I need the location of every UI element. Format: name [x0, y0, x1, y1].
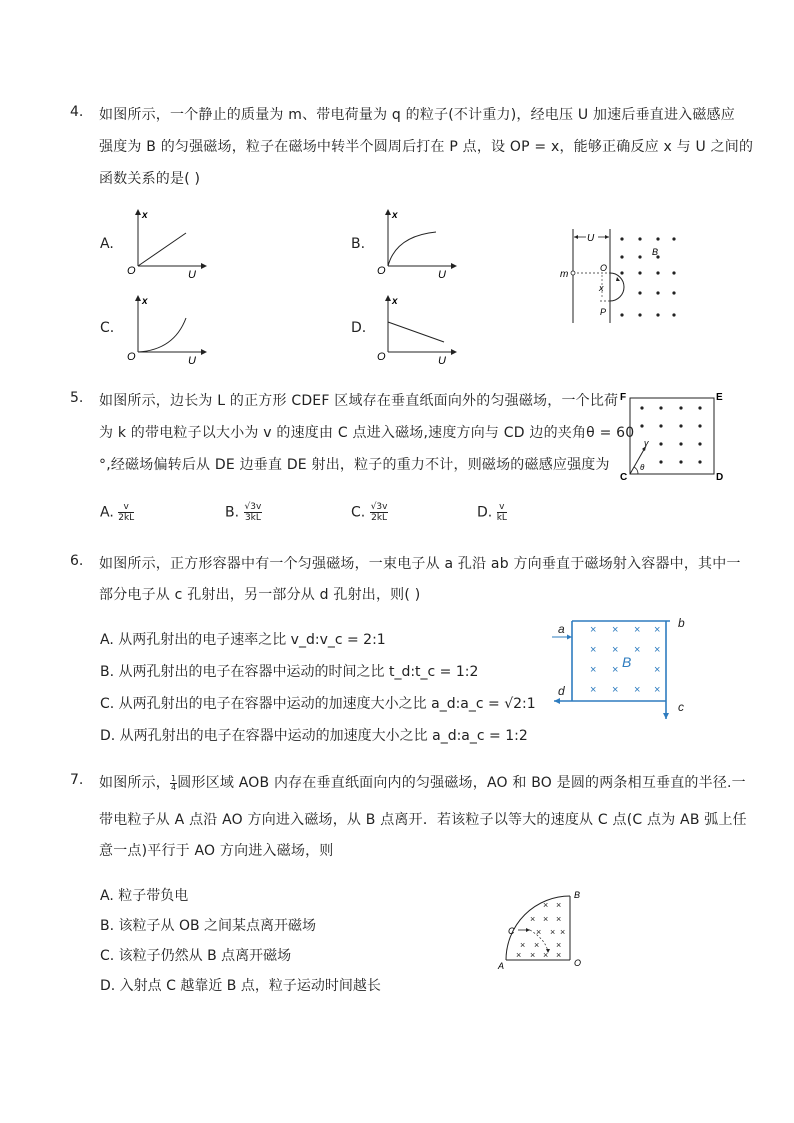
q5-option-c-den: 2kL [371, 513, 388, 523]
q5-fig-v: v [644, 438, 649, 448]
q7-fig-b: B [574, 890, 581, 900]
q5-line-2: 为 k 的带电粒子以大小为 v 的速度由 C 点进入磁场,速度方向与 CD 边的夹角θ = 60 [99, 425, 635, 441]
q4-graph-d-x-label: x [392, 296, 398, 307]
q4-line-2: 强度为 B 的匀强磁场，粒子在磁场中转半个圆周后打在 P 点，设 OP = x，能够正确反应 x 与 U 之间的 [99, 139, 754, 155]
q5-line-3: °,经磁场偏转后从 DE 边垂直 DE 射出，粒子的重力不计，则磁场的磁感应强度为 [99, 457, 610, 473]
svg-text:×: × [590, 664, 597, 676]
q5-option-b[interactable] [225, 502, 262, 523]
q4-fig-m: m [560, 269, 569, 280]
svg-text:×: × [634, 684, 641, 696]
q7-option-c[interactable]: C. 该粒子仍然从 B 点离开磁场 [100, 948, 292, 964]
q5-option-b-num: √3v [244, 502, 262, 512]
q6-fig-a: a [558, 622, 565, 636]
q5-option-b-den: 3kL [244, 513, 261, 523]
q7-line-2: 带电粒子从 A 点沿 AO 方向进入磁场，从 B 点离开．若该粒子以等大的速度从 C 点(C 点为 AB 弧上任 [99, 812, 747, 828]
q5-option-b-letter: B. [225, 504, 240, 521]
q5-option-d-den: kL [496, 513, 507, 523]
svg-text:×: × [556, 940, 562, 950]
q4-graph-b-x-label: x [392, 210, 398, 221]
q5-option-a-den: 2kL [118, 513, 135, 523]
svg-text:×: × [612, 684, 619, 696]
q7-fig-o: O [574, 958, 582, 968]
q7-number: 7. [70, 772, 84, 788]
q7-line-1-lead: 如图所示， [99, 775, 170, 791]
q6-figure [550, 615, 700, 720]
q6-option-a[interactable]: A. 从两孔射出的电子速率之比 v_d:v_c = 2:1 [100, 632, 386, 648]
q6-option-c[interactable]: C. 从两孔射出的电子在容器中运动的加速度大小之比 a_d:a_c = √2:1 [100, 696, 536, 712]
svg-text:×: × [654, 684, 661, 696]
svg-text:×: × [634, 644, 641, 656]
q4-graph-c-u-label: U [188, 355, 196, 367]
svg-text:×: × [516, 950, 522, 960]
q7-figure [496, 888, 591, 973]
svg-text:×: × [536, 927, 542, 937]
q4-fig-x: x [599, 283, 604, 293]
svg-text:×: × [534, 940, 540, 950]
q7-option-b[interactable]: B. 该粒子从 OB 之间某点离开磁场 [100, 918, 317, 934]
q4-graph-a-x-label: x [142, 210, 148, 221]
svg-text:×: × [612, 664, 619, 676]
q6-number: 6. [70, 553, 84, 569]
svg-text:×: × [556, 914, 562, 924]
q6-fig-d: d [558, 684, 565, 698]
q5-option-d-letter: D. [477, 504, 493, 521]
q4-fig-u: U [587, 233, 595, 244]
svg-text:×: × [550, 927, 556, 937]
q4-line-1: 如图所示，一个静止的质量为 m、带电荷量为 q 的粒子(不计重力)，经电压 U 加速后垂直进入磁感应 [99, 107, 735, 123]
q4-graph-b [374, 208, 464, 281]
q4-graph-c-origin: O [127, 351, 136, 363]
q7-line-1 [99, 772, 746, 792]
svg-text:×: × [556, 900, 562, 910]
svg-text:×: × [543, 900, 549, 910]
q4-fig-b: B [652, 247, 659, 257]
q4-fig-p: P [600, 307, 607, 317]
q5-option-c-num: √3v [370, 502, 388, 512]
q4-graph-d [374, 294, 464, 367]
q4-option-a[interactable]: A. [100, 236, 114, 252]
q5-fig-f: F [620, 392, 627, 403]
q5-option-c[interactable] [351, 502, 388, 523]
q6-option-b[interactable]: B. 从两孔射出的电子在容器中运动的时间之比 t_d:t_c = 1:2 [100, 664, 479, 680]
q4-graph-a [124, 208, 214, 281]
q7-option-a[interactable]: A. 粒子带负电 [100, 888, 189, 904]
q4-graph-c [124, 294, 214, 367]
q4-graph-d-origin: O [377, 351, 386, 363]
q5-option-a[interactable] [100, 502, 134, 523]
q7-quarter: $\frac{1}{4}$ [171, 773, 177, 792]
svg-text:×: × [612, 624, 619, 636]
q5-line-1: 如图所示，边长为 L 的正方形 CDEF 区域存在垂直纸面向外的匀强磁场，一个比荷 [99, 393, 619, 409]
q4-graph-b-u-label: U [438, 269, 446, 281]
q4-graph-a-origin: O [127, 265, 136, 277]
q6-line-2: 部分电子从 c 孔射出，另一部分从 d 孔射出，则( ) [99, 587, 421, 603]
q4-number: 4. [70, 104, 84, 120]
q5-fig-theta: θ [640, 463, 645, 472]
svg-text:×: × [634, 624, 641, 636]
q4-line-3: 函数关系的是( ) [99, 171, 201, 187]
svg-text:×: × [530, 950, 536, 960]
svg-text:×: × [556, 950, 562, 960]
q6-fig-c: c [678, 700, 684, 714]
q4-graph-c-x-label: x [142, 296, 148, 307]
q5-fig-d: D [716, 472, 724, 483]
q5-option-a-num: v [118, 502, 134, 513]
q7-fig-c: C [508, 926, 515, 936]
q5-option-d-num: v [497, 502, 507, 513]
q6-line-1: 如图所示，正方形容器中有一个匀强磁场，一束电子从 a 孔沿 ab 方向垂直于磁场射入容器中，其中一 [99, 556, 741, 572]
svg-text:×: × [654, 644, 661, 656]
q4-fig-o: O [600, 263, 608, 273]
q7-line-3: 意一点)平行于 AO 方向进入磁场，则 [99, 843, 334, 859]
q4-graph-a-u-label: U [188, 269, 196, 281]
svg-text:×: × [590, 644, 597, 656]
svg-text:×: × [654, 624, 661, 636]
q4-option-d[interactable]: D. [351, 320, 367, 336]
svg-text:×: × [590, 624, 597, 636]
q5-fig-c: C [620, 472, 628, 483]
q5-option-c-letter: C. [351, 504, 366, 521]
q7-line-1-rest: 圆形区域 AOB 内存在垂直纸面向内的匀强磁场，AO 和 BO 是圆的两条相互垂直的半径.一 [177, 775, 746, 791]
svg-text:×: × [560, 927, 566, 937]
svg-text:×: × [543, 914, 549, 924]
q6-option-d[interactable]: D. 从两孔射出的电子在容器中运动的加速度大小之比 a_d:a_c = 1:2 [100, 728, 528, 744]
q5-option-d[interactable] [477, 502, 507, 523]
svg-text:×: × [530, 914, 536, 924]
q5-number: 5. [70, 390, 84, 406]
q5-fig-e: E [716, 392, 723, 403]
q4-graph-d-u-label: U [438, 355, 446, 367]
q7-fig-a: A [498, 961, 505, 971]
svg-text:×: × [520, 940, 526, 950]
svg-text:×: × [612, 644, 619, 656]
q4-option-b[interactable]: B. [351, 236, 366, 252]
svg-text:×: × [654, 664, 661, 676]
svg-text:×: × [543, 950, 549, 960]
q4-option-c[interactable]: C. [100, 320, 115, 336]
q6-fig-b: b [678, 616, 685, 630]
q5-figure [618, 390, 728, 482]
q5-option-a-letter: A. [100, 504, 114, 521]
q4-setup-figure [560, 225, 680, 330]
q4-graph-b-origin: O [377, 265, 386, 277]
q7-option-d[interactable]: D. 入射点 C 越靠近 B 点，粒子运动时间越长 [100, 978, 381, 994]
svg-text:×: × [590, 684, 597, 696]
q6-fig-field: B [622, 654, 632, 670]
